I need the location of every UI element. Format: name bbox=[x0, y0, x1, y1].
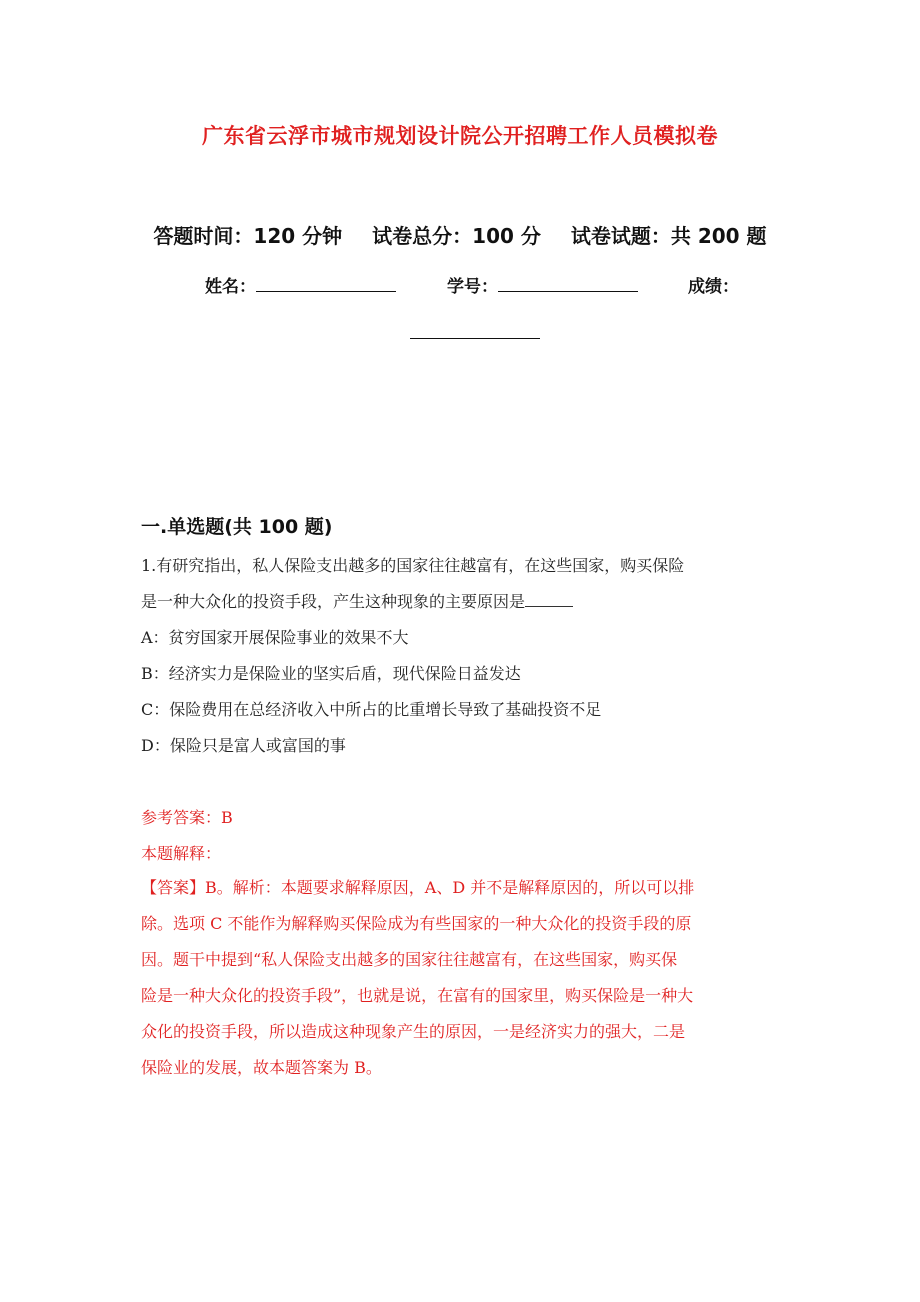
explanation-line: 保险业的发展，故本题答案为 B。 bbox=[141, 1058, 382, 1077]
explanation-line: 险是一种大众化的投资手段”，也就是说，在富有的国家里，购买保险是一种大 bbox=[141, 986, 694, 1005]
question-stem-line-2-text: 是一种大众化的投资手段，产生这种现象的主要原因是 bbox=[141, 592, 526, 611]
student-name-field bbox=[205, 272, 396, 297]
student-score-label: 成绩： bbox=[688, 277, 739, 297]
explanation-line: 【答案】B。解析：本题要求解释原因，A、D 并不是解释原因的，所以可以排 bbox=[141, 878, 695, 897]
student-score-blank[interactable] bbox=[410, 322, 540, 339]
student-id-field bbox=[447, 272, 638, 297]
student-id-label: 学号： bbox=[447, 277, 498, 297]
student-id-blank[interactable] bbox=[498, 275, 638, 292]
exam-total-score: 试卷总分：100 分 bbox=[372, 224, 541, 248]
question-stem-line-2 bbox=[141, 584, 781, 620]
exam-question-count: 试卷试题：共 200 题 bbox=[570, 224, 767, 248]
question-stem-line-1: 1.有研究指出，私人保险支出越多的国家往往越富有，在这些国家，购买保险 bbox=[141, 556, 685, 575]
explain-label-block bbox=[141, 836, 781, 872]
explanation-line: 因。题干中提到“私人保险支出越多的国家往往越富有，在这些国家，购买保 bbox=[141, 950, 678, 969]
document-title: 广东省云浮市城市规划设计院公开招聘工作人员模拟卷 bbox=[202, 124, 718, 148]
student-name-label: 姓名： bbox=[205, 277, 256, 297]
exam-meta bbox=[0, 220, 920, 249]
student-score-field bbox=[688, 272, 739, 297]
section-heading: 一.单选题(共 100 题) bbox=[141, 516, 333, 538]
answer-blank bbox=[525, 592, 573, 607]
reference-answer: 参考答案：B bbox=[141, 808, 233, 827]
option-a: A：贫穷国家开展保险事业的效果不大 bbox=[141, 628, 409, 647]
option-d: D：保险只是富人或富国的事 bbox=[141, 736, 346, 755]
option-b: B：经济实力是保险业的坚实后盾，现代保险日益发达 bbox=[141, 664, 521, 683]
explain-label: 本题解释： bbox=[141, 844, 222, 863]
question-block bbox=[141, 548, 781, 764]
exam-time: 答题时间：120 分钟 bbox=[153, 224, 343, 248]
answer-block bbox=[141, 800, 781, 836]
explanation-block bbox=[141, 870, 781, 1086]
student-name-blank[interactable] bbox=[256, 275, 396, 292]
option-c: C：保险费用在总经济收入中所占的比重增长导致了基础投资不足 bbox=[141, 700, 602, 719]
explanation-line: 除。选项 C 不能作为解释购买保险成为有些国家的一种大众化的投资手段的原 bbox=[141, 914, 692, 933]
explanation-line: 众化的投资手段，所以造成这种现象产生的原因，一是经济实力的强大，二是 bbox=[141, 1022, 686, 1041]
